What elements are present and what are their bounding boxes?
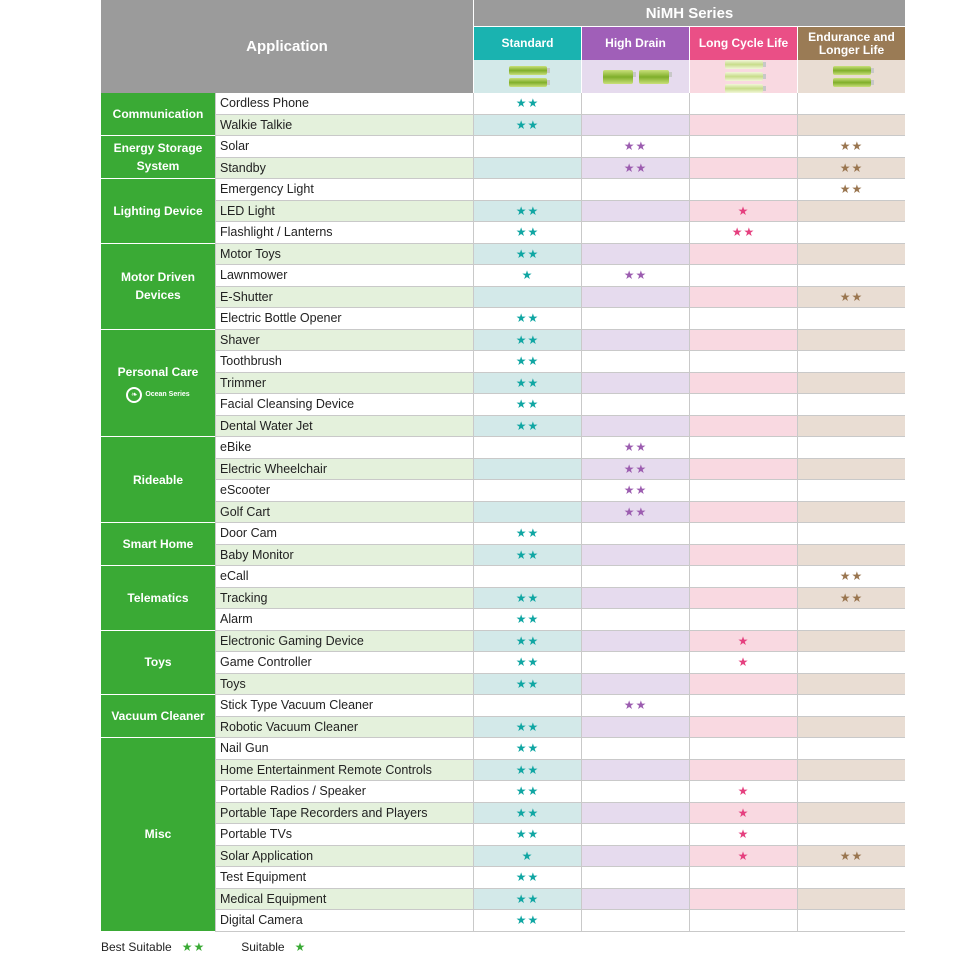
rating-long-cycle-life: ★ [689, 846, 797, 867]
application-name: eScooter [215, 480, 473, 501]
table-row [215, 545, 905, 567]
rating-endurance [797, 523, 905, 544]
rating-high-drain [581, 566, 689, 587]
rating-long-cycle-life [689, 738, 797, 759]
application-name: Baby Monitor [215, 545, 473, 566]
rating-standard: ★★ [473, 115, 581, 136]
application-name: Lawnmower [215, 265, 473, 286]
rating-high-drain [581, 115, 689, 136]
table-row [215, 416, 905, 438]
rating-standard: ★★ [473, 394, 581, 415]
category-label: Toys [144, 655, 172, 670]
table-row [215, 566, 905, 588]
application-name: Solar [215, 136, 473, 157]
rating-high-drain [581, 416, 689, 437]
rating-endurance [797, 480, 905, 501]
rating-endurance [797, 781, 905, 802]
rating-long-cycle-life [689, 373, 797, 394]
rating-high-drain [581, 889, 689, 910]
rating-endurance [797, 631, 905, 652]
application-name: Stick Type Vacuum Cleaner [215, 695, 473, 716]
application-name: Home Entertainment Remote Controls [215, 760, 473, 781]
category-label: Lighting Device [113, 203, 203, 218]
table-row [215, 695, 905, 717]
rating-long-cycle-life: ★ [689, 824, 797, 845]
rating-high-drain [581, 717, 689, 738]
application-name: Emergency Light [215, 179, 473, 200]
rating-standard: ★★ [473, 717, 581, 738]
rating-long-cycle-life [689, 545, 797, 566]
category-cell [101, 437, 215, 523]
rating-long-cycle-life [689, 695, 797, 716]
rating-high-drain [581, 781, 689, 802]
rating-standard: ★★ [473, 889, 581, 910]
rating-standard [473, 502, 581, 523]
rating-high-drain [581, 910, 689, 931]
rating-long-cycle-life [689, 437, 797, 458]
category-cell [101, 93, 215, 136]
rating-standard: ★★ [473, 652, 581, 673]
table-row [215, 738, 905, 760]
application-name: Cordless Phone [215, 93, 473, 114]
table-row [215, 803, 905, 825]
application-name: Trimmer [215, 373, 473, 394]
application-name: Toothbrush [215, 351, 473, 372]
rating-endurance [797, 265, 905, 286]
rating-standard: ★★ [473, 738, 581, 759]
table-row [215, 652, 905, 674]
rating-long-cycle-life [689, 136, 797, 157]
rating-long-cycle-life: ★ [689, 781, 797, 802]
leaf-icon: ❧ [126, 387, 142, 403]
rating-standard [473, 287, 581, 308]
rating-standard: ★★ [473, 330, 581, 351]
rating-high-drain [581, 523, 689, 544]
application-name: Alarm [215, 609, 473, 630]
application-name: eBike [215, 437, 473, 458]
legend-best-label: Best Suitable [101, 940, 172, 954]
application-name: Nail Gun [215, 738, 473, 759]
rating-long-cycle-life [689, 115, 797, 136]
table-row [215, 910, 905, 932]
category-cell [101, 695, 215, 738]
application-name: E-Shutter [215, 287, 473, 308]
rating-long-cycle-life [689, 674, 797, 695]
rating-standard: ★★ [473, 803, 581, 824]
rating-long-cycle-life: ★ [689, 631, 797, 652]
rating-standard: ★★ [473, 910, 581, 931]
rating-high-drain [581, 588, 689, 609]
rating-endurance [797, 502, 905, 523]
table-row [215, 136, 905, 158]
rating-long-cycle-life [689, 480, 797, 501]
rating-endurance [797, 115, 905, 136]
rating-endurance [797, 867, 905, 888]
rating-endurance: ★★ [797, 846, 905, 867]
rating-endurance [797, 244, 905, 265]
table-row [215, 330, 905, 352]
rating-long-cycle-life [689, 158, 797, 179]
rating-long-cycle-life [689, 588, 797, 609]
battery-image-long-cycle-life [689, 60, 797, 93]
application-name: Electric Wheelchair [215, 459, 473, 480]
rating-high-drain [581, 867, 689, 888]
rating-endurance [797, 394, 905, 415]
rating-endurance [797, 437, 905, 458]
application-header: Application [101, 0, 473, 93]
category-cell [101, 523, 215, 566]
table-row [215, 179, 905, 201]
rating-high-drain: ★★ [581, 480, 689, 501]
application-name: Portable Radios / Speaker [215, 781, 473, 802]
rating-long-cycle-life [689, 889, 797, 910]
rating-high-drain: ★★ [581, 459, 689, 480]
rating-endurance: ★★ [797, 179, 905, 200]
rating-standard: ★★ [473, 308, 581, 329]
column-header-high-drain: High Drain [581, 26, 689, 60]
rating-long-cycle-life [689, 287, 797, 308]
rating-long-cycle-life [689, 566, 797, 587]
rating-endurance: ★★ [797, 287, 905, 308]
application-name: Medical Equipment [215, 889, 473, 910]
rating-long-cycle-life [689, 330, 797, 351]
rating-high-drain [581, 351, 689, 372]
category-label: Communication [112, 107, 204, 121]
table-row [215, 93, 905, 115]
table-row [215, 867, 905, 889]
table-row [215, 222, 905, 244]
rating-high-drain [581, 674, 689, 695]
rating-standard [473, 136, 581, 157]
rating-high-drain [581, 738, 689, 759]
rating-long-cycle-life [689, 760, 797, 781]
rating-high-drain [581, 330, 689, 351]
table-row [215, 287, 905, 309]
table-row [215, 781, 905, 803]
rating-standard: ★★ [473, 760, 581, 781]
category-cell [101, 136, 215, 179]
rating-high-drain [581, 287, 689, 308]
rating-high-drain [581, 545, 689, 566]
table-row [215, 609, 905, 631]
rating-long-cycle-life [689, 265, 797, 286]
application-name: Electronic Gaming Device [215, 631, 473, 652]
rating-endurance [797, 824, 905, 845]
table-row [215, 846, 905, 868]
rating-endurance [797, 803, 905, 824]
rating-standard: ★ [473, 846, 581, 867]
table-row [215, 115, 905, 137]
rating-high-drain [581, 93, 689, 114]
rating-standard: ★★ [473, 867, 581, 888]
battery-image-standard [473, 60, 581, 93]
rating-high-drain: ★★ [581, 265, 689, 286]
category-cell [101, 244, 215, 330]
rating-endurance [797, 373, 905, 394]
application-name: Test Equipment [215, 867, 473, 888]
legend-suitable-label: Suitable [241, 940, 285, 954]
rating-standard [473, 459, 581, 480]
rating-endurance [797, 695, 905, 716]
table-row [215, 373, 905, 395]
application-name: Golf Cart [215, 502, 473, 523]
rating-endurance [797, 201, 905, 222]
application-name: LED Light [215, 201, 473, 222]
table-row [215, 459, 905, 481]
category-cell [101, 566, 215, 631]
rating-long-cycle-life [689, 416, 797, 437]
rating-high-drain [581, 394, 689, 415]
application-name: Door Cam [215, 523, 473, 544]
rating-long-cycle-life: ★ [689, 652, 797, 673]
rating-standard: ★★ [473, 201, 581, 222]
rating-high-drain [581, 824, 689, 845]
rating-standard [473, 566, 581, 587]
application-name: Standby [215, 158, 473, 179]
rating-standard [473, 179, 581, 200]
rating-endurance [797, 738, 905, 759]
table-row [215, 244, 905, 266]
category-cell [101, 330, 215, 438]
battery-image-endurance [797, 60, 905, 93]
application-name: Portable Tape Recorders and Players [215, 803, 473, 824]
rating-endurance [797, 459, 905, 480]
rating-endurance [797, 674, 905, 695]
rating-high-drain [581, 201, 689, 222]
nimh-series-header: NiMH Series [473, 0, 905, 26]
rating-long-cycle-life [689, 502, 797, 523]
application-name: Dental Water Jet [215, 416, 473, 437]
application-name: Portable TVs [215, 824, 473, 845]
rating-standard: ★★ [473, 781, 581, 802]
rating-long-cycle-life: ★ [689, 803, 797, 824]
application-name: Walkie Talkie [215, 115, 473, 136]
rating-high-drain: ★★ [581, 502, 689, 523]
application-name: Motor Toys [215, 244, 473, 265]
application-name: Tracking [215, 588, 473, 609]
rating-high-drain [581, 609, 689, 630]
category-label: Smart Home [122, 537, 194, 551]
rating-standard: ★★ [473, 93, 581, 114]
application-name: Solar Application [215, 846, 473, 867]
rating-endurance [797, 652, 905, 673]
table-row [215, 824, 905, 846]
rating-endurance [797, 717, 905, 738]
rating-standard: ★★ [473, 674, 581, 695]
rating-endurance: ★★ [797, 136, 905, 157]
rating-endurance [797, 910, 905, 931]
table-row [215, 889, 905, 911]
application-name: Flashlight / Lanterns [215, 222, 473, 243]
table-row [215, 480, 905, 502]
category-label: Energy Storage System [113, 141, 203, 173]
rating-endurance [797, 93, 905, 114]
rating-long-cycle-life [689, 244, 797, 265]
rating-long-cycle-life: ★ [689, 201, 797, 222]
table-row [215, 631, 905, 653]
application-name: eCall [215, 566, 473, 587]
rating-long-cycle-life [689, 93, 797, 114]
rating-long-cycle-life [689, 609, 797, 630]
category-label: Telematics [127, 590, 189, 605]
rating-high-drain [581, 652, 689, 673]
category-label: Motor Driven Devices [120, 270, 195, 302]
rating-standard [473, 158, 581, 179]
rating-standard: ★★ [473, 588, 581, 609]
category-label: Misc [144, 827, 172, 842]
rating-long-cycle-life [689, 523, 797, 544]
column-header-standard: Standard [473, 26, 581, 60]
table-row [215, 437, 905, 459]
category-cell [101, 738, 215, 932]
table-row [215, 760, 905, 782]
rating-standard: ★★ [473, 373, 581, 394]
rating-long-cycle-life [689, 394, 797, 415]
legend-best-stars-icon: ★★ [181, 940, 206, 954]
rating-endurance [797, 760, 905, 781]
rating-long-cycle-life [689, 867, 797, 888]
rating-endurance [797, 416, 905, 437]
rating-endurance [797, 351, 905, 372]
column-header-long-cycle-life: Long Cycle Life [689, 26, 797, 60]
legend [101, 940, 305, 954]
application-name: Facial Cleansing Device [215, 394, 473, 415]
table-row [215, 588, 905, 610]
rating-high-drain: ★★ [581, 158, 689, 179]
rating-endurance [797, 222, 905, 243]
rating-high-drain: ★★ [581, 136, 689, 157]
table-row [215, 717, 905, 739]
category-label: Rideable [132, 472, 183, 487]
rating-high-drain [581, 244, 689, 265]
rating-endurance [797, 545, 905, 566]
rating-long-cycle-life [689, 351, 797, 372]
rating-standard: ★★ [473, 351, 581, 372]
table-row [215, 158, 905, 180]
rating-endurance [797, 308, 905, 329]
application-name: Electric Bottle Opener [215, 308, 473, 329]
rating-endurance [797, 889, 905, 910]
rating-standard: ★★ [473, 824, 581, 845]
table-row [215, 308, 905, 330]
table-row [215, 265, 905, 287]
column-header-endurance: Endurance and Longer Life [797, 26, 905, 60]
category-cell [101, 179, 215, 244]
rating-endurance [797, 609, 905, 630]
rating-standard: ★★ [473, 545, 581, 566]
rating-endurance [797, 330, 905, 351]
table-row [215, 201, 905, 223]
rating-endurance: ★★ [797, 588, 905, 609]
rating-high-drain [581, 373, 689, 394]
table-row [215, 674, 905, 696]
rating-long-cycle-life: ★★ [689, 222, 797, 243]
application-name: Digital Camera [215, 910, 473, 931]
rating-long-cycle-life [689, 459, 797, 480]
application-name: Game Controller [215, 652, 473, 673]
rating-long-cycle-life [689, 910, 797, 931]
rating-high-drain [581, 308, 689, 329]
category-label: Vacuum Cleaner [111, 709, 205, 723]
rating-standard: ★★ [473, 523, 581, 544]
rating-standard: ★ [473, 265, 581, 286]
rating-high-drain [581, 846, 689, 867]
rating-standard [473, 695, 581, 716]
legend-suitable-stars-icon: ★ [294, 940, 306, 954]
table-row [215, 502, 905, 524]
rating-high-drain [581, 760, 689, 781]
table-row [215, 351, 905, 373]
application-name: Robotic Vacuum Cleaner [215, 717, 473, 738]
rating-high-drain: ★★ [581, 437, 689, 458]
rating-standard: ★★ [473, 222, 581, 243]
battery-image-high-drain [581, 60, 689, 93]
rating-endurance: ★★ [797, 566, 905, 587]
table-row [215, 523, 905, 545]
rating-standard: ★★ [473, 631, 581, 652]
category-label: Personal Care [117, 364, 199, 379]
table-row [215, 394, 905, 416]
rating-high-drain [581, 631, 689, 652]
ocean-series-logo [126, 387, 189, 403]
ocean-series-text: Ocean Series [145, 391, 190, 399]
rating-long-cycle-life [689, 308, 797, 329]
rating-high-drain [581, 179, 689, 200]
rating-high-drain [581, 222, 689, 243]
category-cell [101, 631, 215, 696]
rating-standard [473, 480, 581, 501]
rating-standard: ★★ [473, 416, 581, 437]
rating-high-drain: ★★ [581, 695, 689, 716]
application-name: Shaver [215, 330, 473, 351]
rating-endurance: ★★ [797, 158, 905, 179]
rating-standard: ★★ [473, 244, 581, 265]
rating-standard: ★★ [473, 609, 581, 630]
application-name: Toys [215, 674, 473, 695]
rating-long-cycle-life [689, 179, 797, 200]
rating-high-drain [581, 803, 689, 824]
rating-standard [473, 437, 581, 458]
rating-long-cycle-life [689, 717, 797, 738]
